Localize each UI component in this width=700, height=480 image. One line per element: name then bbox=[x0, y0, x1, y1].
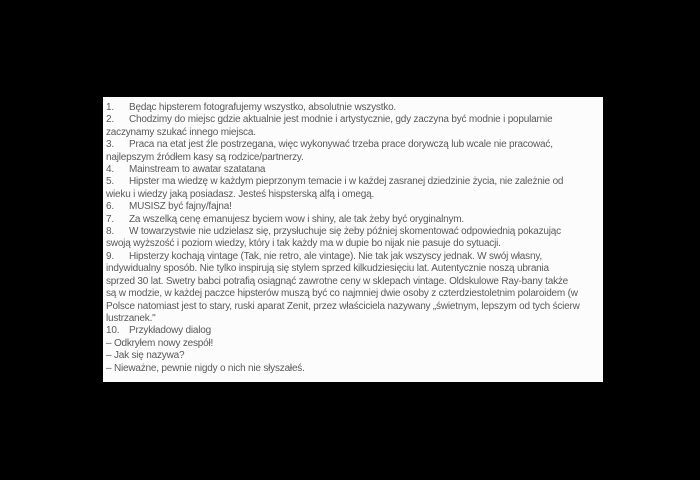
document-line bbox=[106, 189, 599, 201]
list-number: 1. bbox=[106, 102, 114, 113]
line-text: Będąc hipsterem fotografujemy wszystko, absolutnie wszystko. bbox=[129, 102, 397, 113]
document-line bbox=[106, 263, 599, 275]
document-line bbox=[106, 338, 599, 350]
document-line bbox=[106, 288, 599, 300]
document-line bbox=[106, 238, 599, 250]
document-lines bbox=[106, 102, 599, 375]
document-line bbox=[106, 313, 599, 325]
line-text: Przykładowy dialog bbox=[129, 325, 211, 337]
list-number: 9. bbox=[106, 250, 114, 262]
line-text: są w modzie, w każdej paczce hipsterów muszą być co najmniej dwie osoby z czterdziestoletnim polaroidem (w bbox=[106, 288, 578, 300]
document-line bbox=[106, 114, 599, 126]
line-text: indywidualny sposób. Nie tylko inspirują się stylem sprzed kilkudziesięciu lat. Autentycznie noszą ubrania bbox=[106, 263, 549, 275]
document-line bbox=[106, 301, 599, 313]
line-text: Chodzimy do miejsc gdzie aktualnie jest modnie i artystycznie, gdy zaczyna być modnie i popularnie bbox=[129, 114, 553, 126]
line-text: Praca na etat jest źle postrzegana, więc wykonywać trzeba prace dorywczą lub wcale nie pracować, bbox=[129, 139, 553, 151]
line-text: – Odkryłem nowy zespół! bbox=[106, 337, 214, 349]
document-line bbox=[106, 152, 599, 164]
document-page bbox=[103, 97, 603, 382]
line-text: – Jak się nazywa? bbox=[106, 350, 185, 362]
document-line bbox=[106, 139, 599, 151]
document-line bbox=[106, 214, 599, 226]
list-number: 7. bbox=[106, 213, 114, 225]
line-text: Hipster ma wiedzę w każdym pieprzonym temacie i w każdej zasranej dziedzinie życia, nie zależnie od bbox=[129, 176, 564, 188]
document-line bbox=[106, 164, 599, 176]
line-text: MUSISZ być fajny/fajna! bbox=[129, 201, 232, 213]
line-text: – Nieważne, pewnie nigdy o nich nie słyszałeś. bbox=[106, 362, 305, 374]
document-line bbox=[106, 276, 599, 288]
line-text: zaczynamy szukać innego miejsca. bbox=[106, 126, 256, 138]
line-text: swoją wyższość i poziom wiedzy, który i tak każdy ma w dupie bo nijak nie pasuje do sytuacji. bbox=[106, 238, 501, 250]
line-text: W towarzystwie nie udzielasz się, przysłuchuje się żeby później skomentować odpowiednią pokazując bbox=[129, 226, 561, 238]
line-text: sprzed 30 lat. Swetry babci potrafią osiągnąć zawrotne ceny w sklepach vintage. Oldskulowe Ray-bany także bbox=[106, 275, 569, 287]
document-line bbox=[106, 201, 599, 213]
line-text: Za wszelką cenę emanujesz byciem wow i shiny, ale tak żeby być oryginalnym. bbox=[129, 213, 464, 225]
document-line bbox=[106, 325, 599, 337]
list-number: 3. bbox=[106, 139, 114, 151]
list-number: 10. bbox=[106, 325, 120, 337]
document-line bbox=[106, 226, 599, 238]
line-text: lustrzanek." bbox=[106, 312, 156, 324]
line-text: najlepszym źródłem kasy są rodzice/partnerzy. bbox=[106, 151, 304, 163]
line-text: Polsce natomiast jest to stary, ruski aparat Zenit, przez właściciela nazywany „świetnym, lepszym od tych ścierw bbox=[106, 300, 580, 312]
document-line bbox=[106, 102, 599, 114]
line-text: wieku i wiedzy jaką posiadasz. Jesteś hispsterską alfą i omegą. bbox=[106, 188, 375, 200]
list-number: 6. bbox=[106, 201, 114, 213]
line-text: Hipsterzy kochają vintage (Tak, nie retro, ale vintage). Nie tak jak wszyscy jednak. W swój własny, bbox=[129, 250, 542, 262]
document-line bbox=[106, 176, 599, 188]
list-number: 2. bbox=[106, 114, 114, 126]
document-line bbox=[106, 251, 599, 263]
document-line bbox=[106, 363, 599, 375]
list-number: 4. bbox=[106, 164, 114, 176]
list-number: 5. bbox=[106, 176, 114, 188]
list-number: 8. bbox=[106, 226, 114, 238]
document-line bbox=[106, 127, 599, 139]
line-text: Mainstream to awatar szatatana bbox=[129, 164, 266, 176]
document-line bbox=[106, 350, 599, 362]
